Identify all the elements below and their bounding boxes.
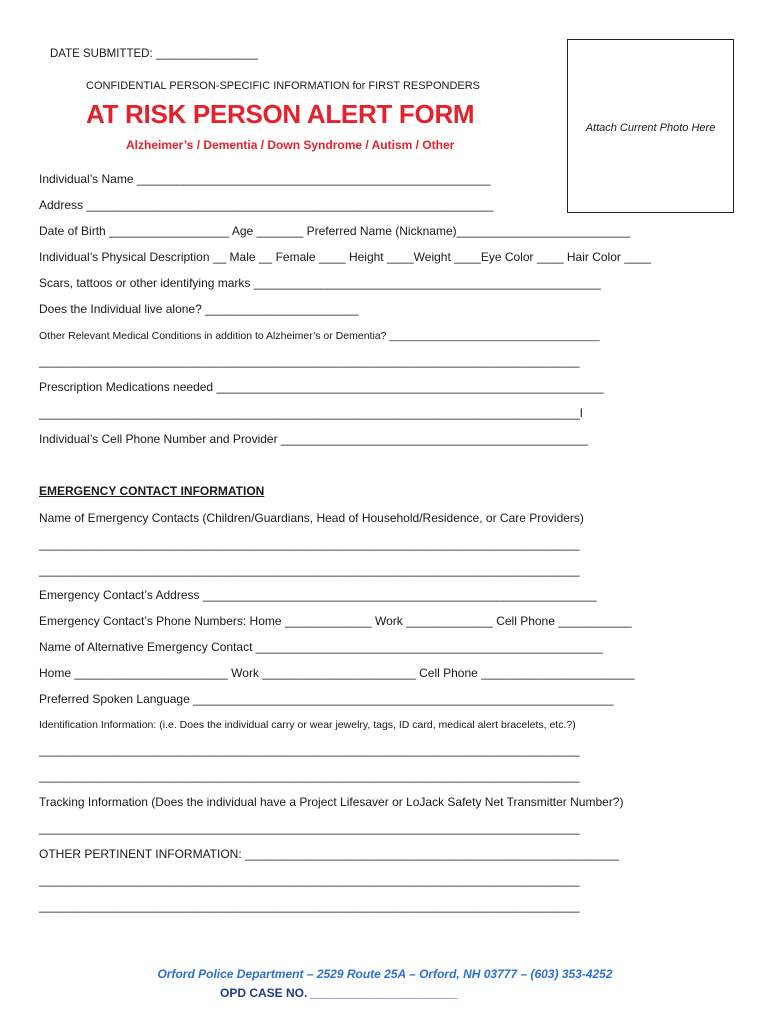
medical-conditions-continuation-line[interactable]: _________________________________________________________________________________ <box>39 354 580 368</box>
cell-phone-provider-field[interactable]: Individual’s Cell Phone Number and Provider ______________________________________________ <box>39 432 588 446</box>
date-submitted-field[interactable]: DATE SUBMITTED: ________________ <box>50 48 259 60</box>
emergency-contacts-line-2[interactable]: _________________________________________________________________________________ <box>39 563 580 577</box>
emergency-contact-address-field[interactable]: Emergency Contact’s Address ___________________________________________________________ <box>39 588 597 602</box>
address-field[interactable]: Address _____________________________________________________________ <box>39 198 494 212</box>
alternative-contact-name-field[interactable]: Name of Alternative Emergency Contact ____________________________________________________ <box>39 640 603 654</box>
case-number-field[interactable]: OPD CASE NO. ______________________ <box>220 986 458 1000</box>
confidential-notice: CONFIDENTIAL PERSON-SPECIFIC INFORMATION for FIRST RESPONDERS <box>86 80 481 92</box>
identification-info-prompt: Identification Information: (i.e. Does the individual carry or wear jewelry, tags, ID card, medical alert bracelets, etc.?) <box>39 719 576 731</box>
police-department-address: Orford Police Department – 2529 Route 25A – Orford, NH 03777 – (603) 353-4252 <box>157 967 613 981</box>
other-pertinent-info-field[interactable]: OTHER PERTINENT INFORMATION: ________________________________________________________ <box>39 847 619 861</box>
other-pertinent-info-line-2[interactable]: _________________________________________________________________________________ <box>39 899 580 913</box>
physical-description-field[interactable]: Individual’s Physical Description __ Male __ Female ____ Height ____Weight ____Eye Color ____ Hair Color ____ <box>39 250 651 264</box>
lives-alone-field[interactable]: Does the Individual live alone? _______________________ <box>39 302 359 316</box>
other-pertinent-info-line-1[interactable]: _________________________________________________________________________________ <box>39 873 580 887</box>
tracking-info-prompt: Tracking Information (Does the individual have a Project Lifesaver or LoJack Safety Net Transmitter Number?) <box>39 795 624 809</box>
emergency-contacts-line-1[interactable]: _________________________________________________________________________________ <box>39 537 580 551</box>
tracking-info-line[interactable]: _________________________________________________________________________________ <box>39 821 580 835</box>
medical-conditions-field[interactable]: Other Relevant Medical Conditions in addition to Alzheimer’s or Dementia? ____________________________________ <box>39 330 600 342</box>
prescription-medications-field[interactable]: Prescription Medications needed __________________________________________________________ <box>39 380 604 394</box>
emergency-contacts-prompt: Name of Emergency Contacts (Children/Guardians, Head of Household/Residence, or Care Providers) <box>39 511 584 525</box>
preferred-language-field[interactable]: Preferred Spoken Language _______________________________________________________________ <box>39 692 614 706</box>
prescription-medications-continuation-line[interactable]: _________________________________________________________________________________I <box>39 406 583 420</box>
alternative-contact-phones-field[interactable]: Home _______________________ Work _______________________ Cell Phone _______________________ <box>39 666 635 680</box>
emergency-contact-heading: EMERGENCY CONTACT INFORMATION <box>39 484 265 498</box>
dob-age-nickname-field[interactable]: Date of Birth __________________ Age _______ Preferred Name (Nickname)__________________________ <box>39 224 631 238</box>
photo-attach-box[interactable] <box>567 39 734 213</box>
individual-name-field[interactable]: Individual’s Name _____________________________________________________ <box>39 172 491 186</box>
photo-attach-label: Attach Current Photo Here <box>585 122 716 134</box>
identification-info-line-1[interactable]: _________________________________________________________________________________ <box>39 743 580 757</box>
form-title: AT RISK PERSON ALERT FORM <box>86 99 475 129</box>
conditions-subtitle: Alzheimer’s / Dementia / Down Syndrome / Autism / Other <box>126 138 455 152</box>
emergency-contact-phones-field[interactable]: Emergency Contact’s Phone Numbers: Home _____________ Work _____________ Cell Phone ___________ <box>39 614 632 628</box>
identification-info-line-2[interactable]: _________________________________________________________________________________ <box>39 769 580 783</box>
identifying-marks-field[interactable]: Scars, tattoos or other identifying marks ____________________________________________________ <box>39 276 601 290</box>
